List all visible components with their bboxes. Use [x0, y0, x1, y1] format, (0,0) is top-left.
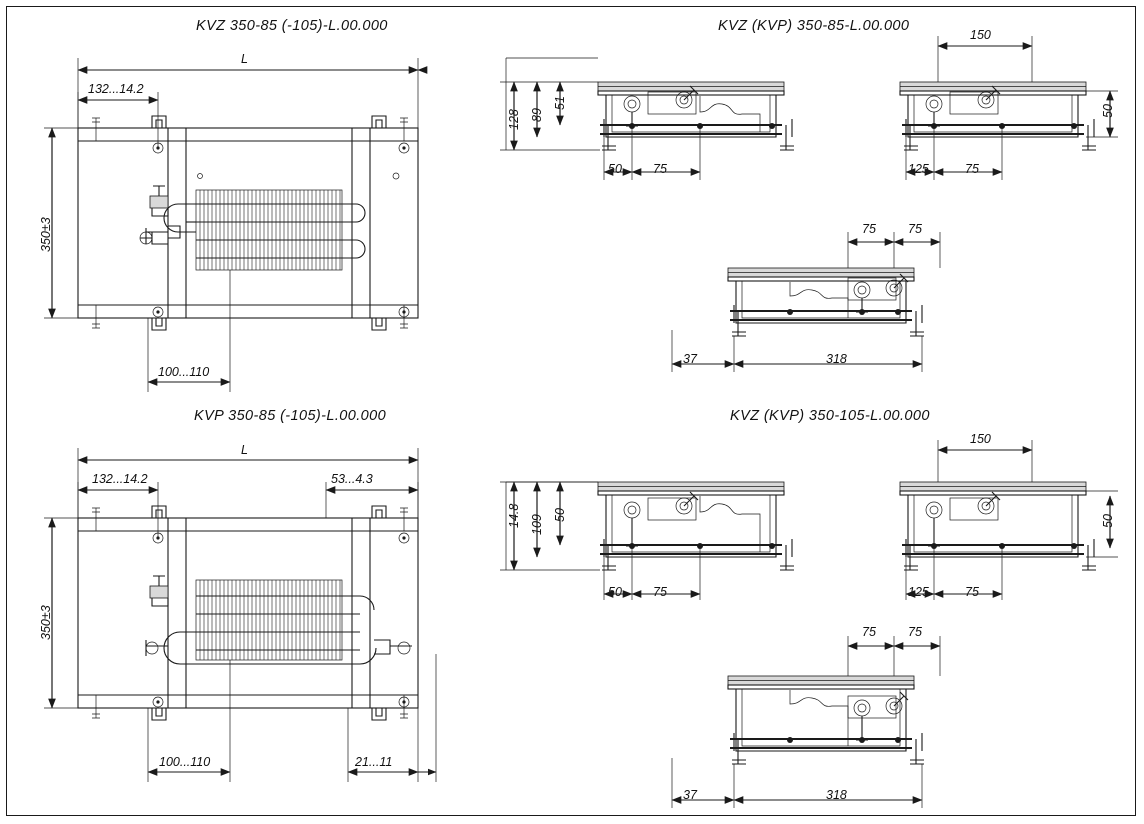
dim-kvz105-overall-height: 14.8	[507, 503, 521, 528]
dim-bottom-left-length: L	[241, 443, 248, 457]
dim-kvz85r-right-height: 50	[1101, 104, 1115, 118]
dim-bottom-right-offset: 53...4.3	[331, 472, 373, 486]
dim-kvz85-inner-height: 89	[530, 108, 544, 122]
dim-kvz85-top-height: 51	[553, 96, 567, 110]
dim-kvz85b-right-pitch: 75	[908, 222, 922, 236]
dim-kvz105r-pitch: 75	[965, 585, 979, 599]
dim-bottom-left-offset: 132...14.2	[92, 472, 148, 486]
dim-kvz105-inner-height: 109	[530, 514, 544, 535]
dim-kvz85r-top-width: 150	[970, 28, 991, 42]
sheet-border	[6, 6, 1136, 816]
dim-bottom-left-bottom-offset: 100...110	[159, 755, 211, 769]
dim-bottom-right-bottom-offset: 21...11	[355, 755, 393, 769]
panel-title-kvz-kvp-350-105: KVZ (KVP) 350-105-L.00.000	[730, 408, 930, 424]
dim-top-left-height: 350±3	[39, 217, 53, 252]
dim-kvz85r-base: 125	[908, 162, 929, 176]
dim-top-left-offset: 132...14.2	[88, 82, 144, 96]
dim-kvz85-pitch: 75	[653, 162, 667, 176]
panel-title-kvz-kvp-350-85: KVZ (KVP) 350-85-L.00.000	[718, 18, 910, 34]
dim-kvz105-pitch: 75	[653, 585, 667, 599]
dim-kvz85r-pitch: 75	[965, 162, 979, 176]
dim-bottom-left-height: 350±3	[39, 605, 53, 640]
panel-title-kvp-350-85: KVP 350-85 (-105)-L.00.000	[194, 408, 387, 424]
dim-top-left-bottom-offset: 100...110	[158, 365, 210, 379]
dim-kvz105-top-height: 50	[553, 508, 567, 522]
dim-kvz85b-left-offset: 37	[683, 352, 697, 366]
dim-kvz105b-right-pitch: 75	[908, 625, 922, 639]
dim-kvz105-base: 50	[608, 585, 622, 599]
dim-top-left-length: L	[241, 52, 248, 66]
dim-kvz105r-base: 125	[908, 585, 929, 599]
dim-kvz105r-right-height: 50	[1101, 514, 1115, 528]
dim-kvz85b-left-pitch: 75	[862, 222, 876, 236]
dim-kvz105b-left-offset: 37	[683, 788, 697, 802]
panel-title-kvz-350-85: KVZ 350-85 (-105)-L.00.000	[196, 18, 388, 34]
dim-kvz85-base: 50	[608, 162, 622, 176]
dim-kvz105b-length: 318	[826, 788, 847, 802]
dim-kvz85b-length: 318	[826, 352, 847, 366]
dim-kvz105r-top-width: 150	[970, 432, 991, 446]
dim-kvz105b-left-pitch: 75	[862, 625, 876, 639]
dim-kvz85-overall-height: 128	[507, 109, 521, 130]
